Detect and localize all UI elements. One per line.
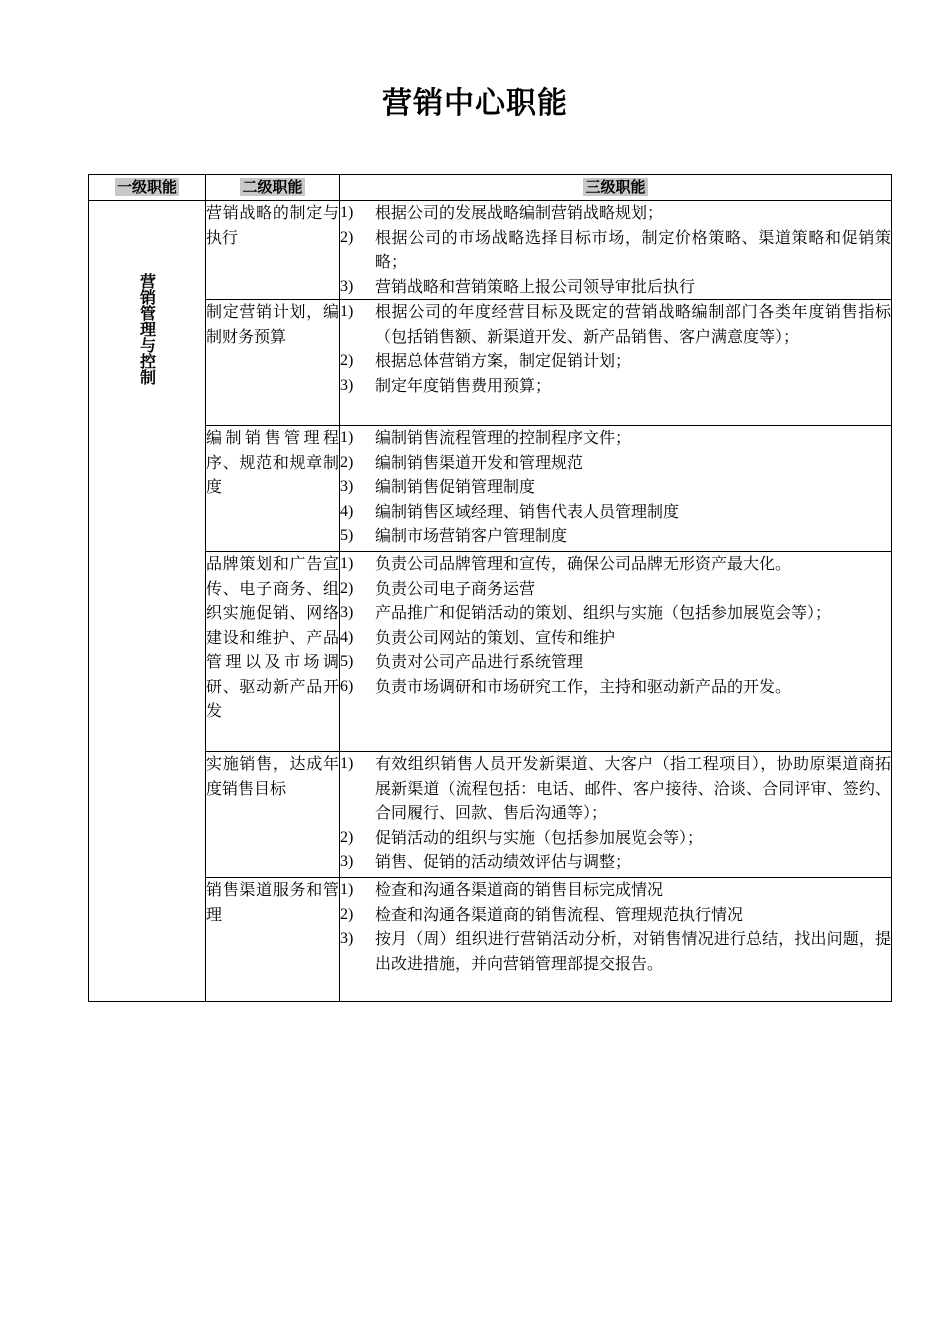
duty-text: 有效组织销售人员开发新渠道、大客户（指工程项目），协助原渠道商拓展新渠道（流程包括：电话、邮件、客户接待、洽谈、合同评审、签约、合同履行、回款、售后沟通等）； <box>375 754 891 822</box>
duty-text: 根据公司的发展战略编制营销战略规划； <box>375 203 664 222</box>
duty-text: 编制销售流程管理的控制程序文件； <box>375 428 632 447</box>
duty-number: 3) <box>340 853 354 870</box>
duty-item <box>340 524 891 549</box>
table-row <box>89 300 892 426</box>
header-level1 <box>89 175 206 201</box>
duty-item <box>340 675 891 700</box>
duty-item <box>340 275 891 300</box>
duty-item <box>340 500 891 525</box>
function-table <box>88 174 892 1002</box>
duty-item <box>340 577 891 602</box>
duty-item <box>340 201 891 226</box>
duty-item <box>340 451 891 476</box>
duty-text: 制定年度销售费用预算； <box>375 375 552 395</box>
level1-cell <box>89 201 206 1002</box>
duty-text: 促销活动的组织与实施（包括参加展览会等）； <box>375 827 704 847</box>
duty-number: 2) <box>340 228 354 246</box>
duty-number: 1) <box>340 881 354 898</box>
duty-number: 3) <box>340 604 354 621</box>
duty-number: 2) <box>340 905 354 923</box>
duty-text: 检查和沟通各渠道商的销售流程、管理规范执行情况 <box>375 904 744 924</box>
header-level2 <box>206 175 340 201</box>
table-row <box>89 201 892 300</box>
duty-text: 产品推广和促销活动的策划、组织与实施（包括参加展览会等）； <box>375 603 832 622</box>
duty-number: 1) <box>340 555 354 572</box>
level3-cell <box>340 426 892 552</box>
duty-text: 编制销售渠道开发和管理规范 <box>375 452 584 472</box>
duty-text: 负责公司网站的策划、宣传和维护 <box>375 627 616 647</box>
duty-number: 5) <box>340 653 354 670</box>
duty-text: 营销战略和营销策略上报公司领导审批后执行 <box>375 276 696 296</box>
duty-item <box>340 226 891 275</box>
duty-number: 1) <box>340 204 354 221</box>
duty-number: 1) <box>340 755 354 772</box>
level2-cell: 制定营销计划，编制财务预算 <box>206 300 340 426</box>
duty-number: 5) <box>340 527 354 544</box>
duty-number: 3) <box>340 277 354 295</box>
duty-item <box>340 552 891 577</box>
duty-number: 6) <box>340 677 354 695</box>
level3-cell <box>340 752 892 878</box>
duty-list <box>340 300 891 398</box>
duty-text: 编制市场营销客户管理制度 <box>375 526 568 545</box>
duty-text: 根据总体营销方案，制定促销计划； <box>375 351 632 370</box>
header-level1-label: 一级职能 <box>116 178 177 197</box>
duty-text: 负责对公司产品进行系统管理 <box>375 652 584 671</box>
duty-item <box>340 826 891 851</box>
duty-item <box>340 927 891 976</box>
duty-text: 销售、促销的活动绩效评估与调整； <box>375 852 632 871</box>
header-level2-label: 二级职能 <box>242 178 303 197</box>
duty-number: 2) <box>340 352 354 369</box>
duty-number: 3) <box>340 930 354 947</box>
duty-number: 1) <box>340 429 354 446</box>
table-row <box>89 752 892 878</box>
duty-number: 2) <box>340 453 354 471</box>
duty-text: 检查和沟通各渠道商的销售目标完成情况 <box>375 880 664 899</box>
duty-item <box>340 300 891 349</box>
level3-cell <box>340 552 892 752</box>
duty-list <box>340 201 891 299</box>
level1-label: 营销管理与控制 <box>137 273 157 385</box>
duty-number: 3) <box>340 376 354 394</box>
level3-cell <box>340 201 892 300</box>
table-row <box>89 878 892 1002</box>
header-level3 <box>340 175 892 201</box>
duty-text: 根据公司的年度经营目标及既定的营销战略编制部门各类年度销售指标（包括销售额、新渠道开发、新产品销售、客户满意度等）； <box>375 302 891 346</box>
duty-item <box>340 349 891 374</box>
duty-text: 负责市场调研和市场研究工作，主持和驱动新产品的开发。 <box>375 676 792 696</box>
duty-list <box>340 878 891 976</box>
table-header-row <box>89 175 892 201</box>
duty-text: 编制销售促销管理制度 <box>375 477 536 496</box>
duty-number: 4) <box>340 628 354 646</box>
level2-cell: 营销战略的制定与执行 <box>206 201 340 300</box>
duty-item <box>340 601 891 626</box>
level2-cell: 品牌策划和广告宣传、电子商务、组织实施促销、网络建设和维护、产品管理以及市场调研、驱动新产品开发 <box>206 552 340 752</box>
duty-text: 负责公司品牌管理和宣传，确保公司品牌无形资产最大化。 <box>375 554 792 573</box>
duty-list <box>340 426 891 549</box>
duty-text: 根据公司的市场战略选择目标市场，制定价格策略、渠道策略和促销策略； <box>375 227 891 271</box>
duty-item <box>340 374 891 399</box>
duty-list <box>340 552 891 699</box>
table-row <box>89 426 892 552</box>
duty-text: 编制销售区域经理、销售代表人员管理制度 <box>375 501 680 521</box>
duty-item <box>340 752 891 826</box>
duty-text: 按月（周）组织进行营销活动分析，对销售情况进行总结，找出问题，提出改进措施，并向营销管理部提交报告。 <box>375 929 891 973</box>
duty-item <box>340 626 891 651</box>
level3-cell <box>340 878 892 1002</box>
duty-item <box>340 650 891 675</box>
level2-cell: 编制销售管理程序、规范和规章制度 <box>206 426 340 552</box>
duty-item <box>340 426 891 451</box>
level2-cell: 销售渠道服务和管理 <box>206 878 340 1002</box>
duty-number: 2) <box>340 828 354 846</box>
page-title: 营销中心职能 <box>382 86 568 121</box>
duty-item <box>340 903 891 928</box>
header-level3-label: 三级职能 <box>585 178 646 197</box>
duty-number: 4) <box>340 502 354 520</box>
duty-item <box>340 850 891 875</box>
duty-number: 3) <box>340 478 354 495</box>
duty-number: 1) <box>340 303 354 320</box>
table-row <box>89 552 892 752</box>
duty-list <box>340 752 891 875</box>
duty-item <box>340 878 891 903</box>
level3-cell <box>340 300 892 426</box>
level2-cell: 实施销售，达成年度销售目标 <box>206 752 340 878</box>
duty-item <box>340 475 891 500</box>
duty-text: 负责公司电子商务运营 <box>375 578 536 598</box>
duty-number: 2) <box>340 579 354 597</box>
